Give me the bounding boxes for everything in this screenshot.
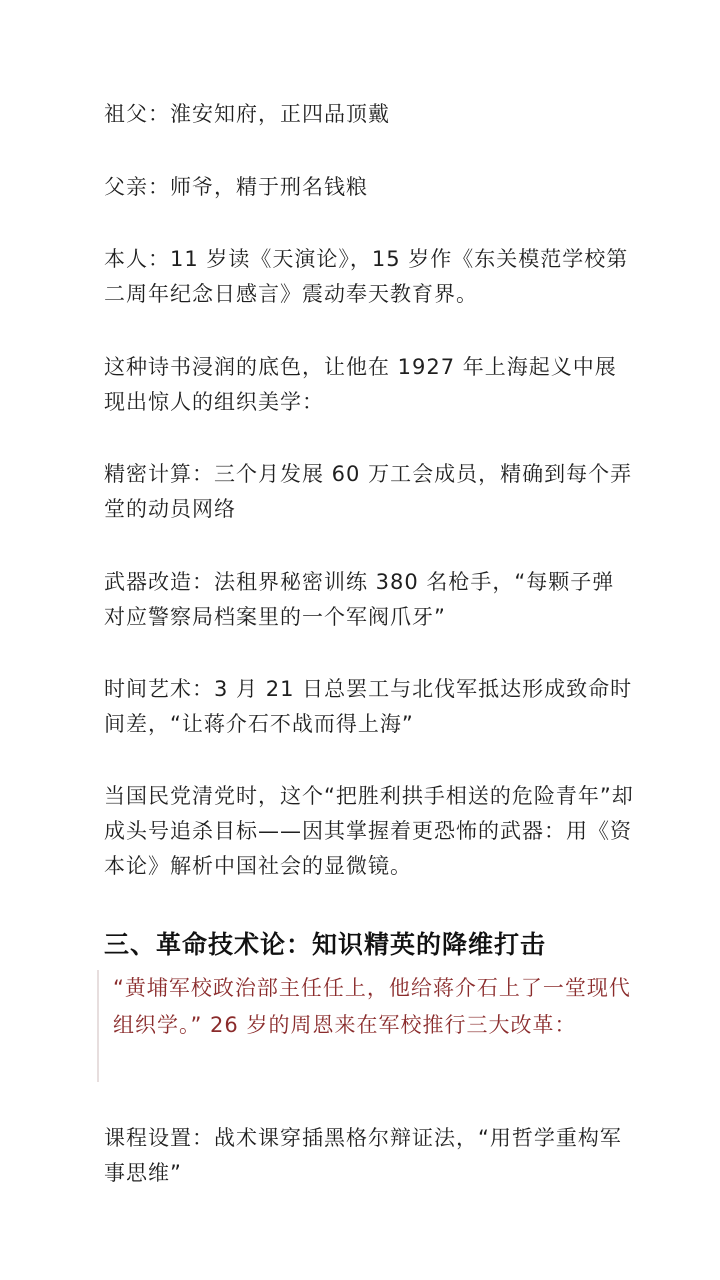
paragraph-weapons: 武器改造：法租界秘密训练 380 名枪手，“每颗子弹对应警察局档案里的一个军阀爪牙” xyxy=(104,570,615,629)
quote-block xyxy=(97,970,673,1082)
quote-text: “黄埔军校政治部主任任上，他给蒋介石上了一堂现代组织学。” 26 岁的周恩来在军校推行三大改革： xyxy=(113,976,631,1037)
paragraph-timing: 时间艺术：3 月 21 日总罢工与北伐军抵达形成致命时间差，“让蒋介石不战而得上海” xyxy=(104,677,633,736)
section-heading: 三、革命技术论：知识精英的降维打击 xyxy=(104,930,547,959)
paragraph-curriculum: 课程设置：战术课穿插黑格尔辩证法，“用哲学重构军事思维” xyxy=(104,1126,622,1185)
paragraph-calculation: 精密计算：三个月发展 60 万工会成员，精确到每个弄堂的动员网络 xyxy=(104,462,633,521)
paragraph-self: 本人：11 岁读《天演论》，15 岁作《东关模范学校第二周年纪念日感言》震动奉天教育界。 xyxy=(104,247,629,306)
paragraph-background: 这种诗书浸润的底色，让他在 1927 年上海起义中展现出惊人的组织美学： xyxy=(104,355,617,414)
paragraph-grandfather: 祖父：淮安知府，正四品顶戴 xyxy=(104,102,390,126)
paragraph-purge: 当国民党清党时，这个“把胜利拱手相送的危险青年”却成头号追杀目标——因其掌握着更恐怖的武器：用《资本论》解析中国社会的显微镜。 xyxy=(104,784,634,878)
paragraph-father: 父亲：师爷，精于刑名钱粮 xyxy=(104,175,368,199)
